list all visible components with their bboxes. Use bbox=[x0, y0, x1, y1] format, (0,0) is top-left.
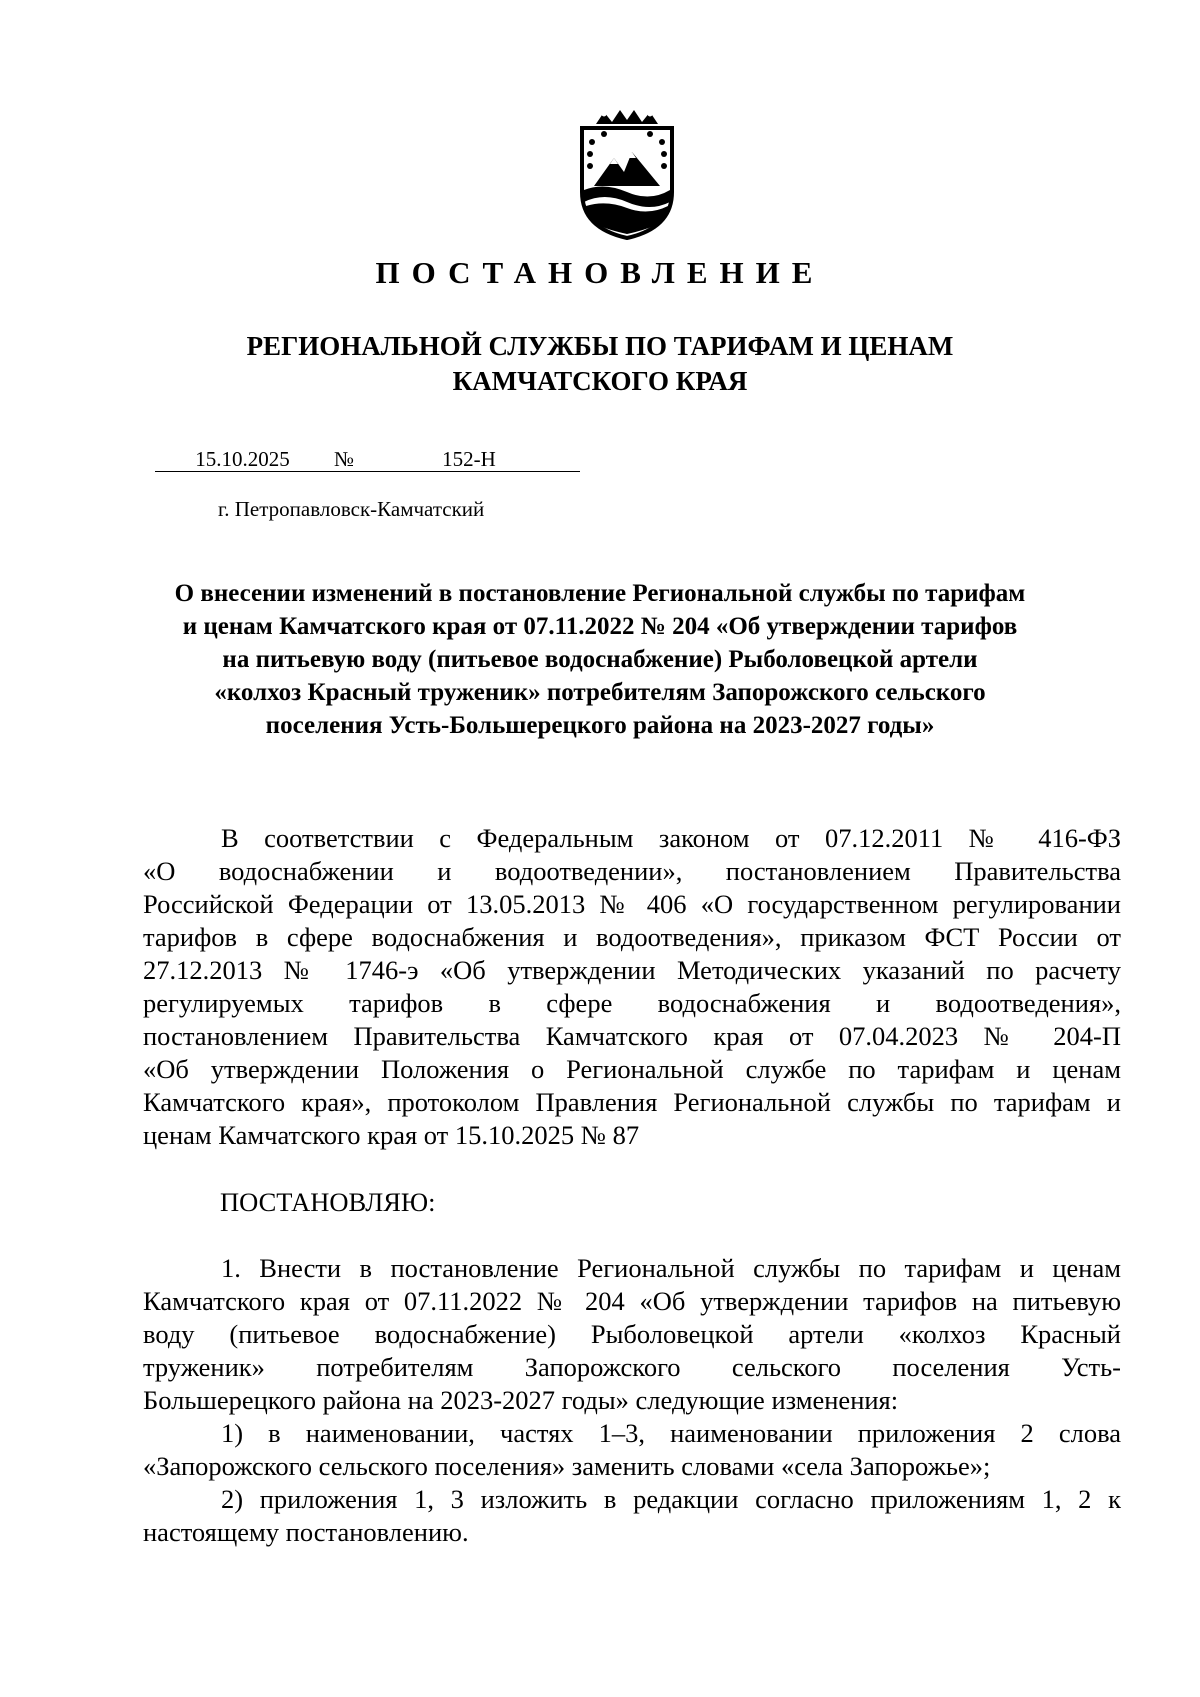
paragraph-line: ценам Камчатского края от 15.10.2025 № 87 bbox=[143, 1120, 640, 1150]
number-sign: № bbox=[330, 447, 358, 472]
paragraph-line: настоящему постановлению. bbox=[143, 1517, 469, 1547]
paragraph-line: Камчатского края», протоколом Правления Региональной службы по тарифам и bbox=[143, 1087, 1121, 1117]
paragraph-line: Большерецкого района на 2023-2027 годы» следующие изменения: bbox=[143, 1385, 899, 1415]
paragraph-line: «О водоснабжении и водоотведении», постановлением Правительства bbox=[143, 856, 1121, 886]
preamble-paragraph bbox=[143, 822, 1121, 1152]
paragraph-line: тарифов в сфере водоснабжения и водоотведения», приказом ФСТ России от bbox=[143, 922, 1121, 952]
decree-word: ПОСТАНОВЛЯЮ: bbox=[220, 1187, 436, 1217]
paragraph-line: В соответствии с Федеральным законом от 07.12.2011 № 416-ФЗ bbox=[221, 823, 1121, 853]
issuer-line: КАМЧАТСКОГО КРАЯ bbox=[452, 366, 748, 396]
paragraph-line: «Запорожского сельского поселения» заменить словами «села Запорожье»; bbox=[143, 1451, 991, 1481]
paragraph-line: 1) в наименовании, частях 1–3, наименовании приложения 2 слова bbox=[221, 1418, 1121, 1448]
paragraph-line: регулируемых тарифов в сфере водоснабжения и водоотведения», bbox=[143, 988, 1121, 1018]
paragraph-line: 2) приложения 1, 3 изложить в редакции согласно приложениям 1, 2 к bbox=[221, 1484, 1121, 1514]
subject-line: поселения Усть-Большерецкого района на 2023-2027 годы» bbox=[265, 712, 935, 739]
paragraph-line: 1. Внести в постановление Региональной службы по тарифам и ценам bbox=[221, 1253, 1121, 1283]
subject-line: и ценам Камчатского края от 07.11.2022 № 204 «Об утверждении тарифов bbox=[182, 613, 1018, 640]
issuer-block bbox=[0, 329, 1200, 399]
issuer-line: РЕГИОНАЛЬНОЙ СЛУЖБЫ ПО ТАРИФАМ И ЦЕНАМ bbox=[246, 331, 954, 361]
clauses-paragraph bbox=[143, 1252, 1121, 1549]
document-number: 152-Н bbox=[358, 447, 580, 472]
city-name: г. Петропавловск-Камчатский bbox=[218, 497, 485, 521]
subject-line: О внесении изменений в постановление Региональной службы по тарифам bbox=[174, 580, 1026, 607]
document-date: 15.10.2025 bbox=[155, 447, 330, 472]
document-subject bbox=[135, 577, 1065, 742]
paragraph-line: Российской Федерации от 13.05.2013 № 406 «О государственном регулировании bbox=[143, 889, 1121, 919]
subject-line: на питьевую воду (питьевое водоснабжение) Рыболовецкой артели bbox=[222, 646, 978, 673]
subject-line: «колхоз Красный труженик» потребителям Запорожского сельского bbox=[214, 679, 986, 706]
paragraph-line: «Об утверждении Положения о Региональной службе по тарифам и ценам bbox=[143, 1054, 1121, 1084]
paragraph-line: постановлением Правительства Камчатского края от 07.04.2023 № 204-П bbox=[143, 1021, 1121, 1051]
paragraph-line: воду (питьевое водоснабжение) Рыболовецкой артели «колхоз Красный bbox=[143, 1319, 1121, 1349]
paragraph-line: 27.12.2013 № 1746-э «Об утверждении Методических указаний по расчету bbox=[143, 955, 1121, 985]
paragraph-line: Камчатского края от 07.11.2022 № 204 «Об утверждении тарифов на питьевую bbox=[143, 1286, 1121, 1316]
paragraph-line: труженик» потребителям Запорожского сельского поселения Усть- bbox=[143, 1352, 1121, 1382]
coat-of-arms-icon bbox=[574, 110, 680, 240]
document-type-title: ПОСТАНОВЛЕНИЕ bbox=[375, 255, 825, 290]
